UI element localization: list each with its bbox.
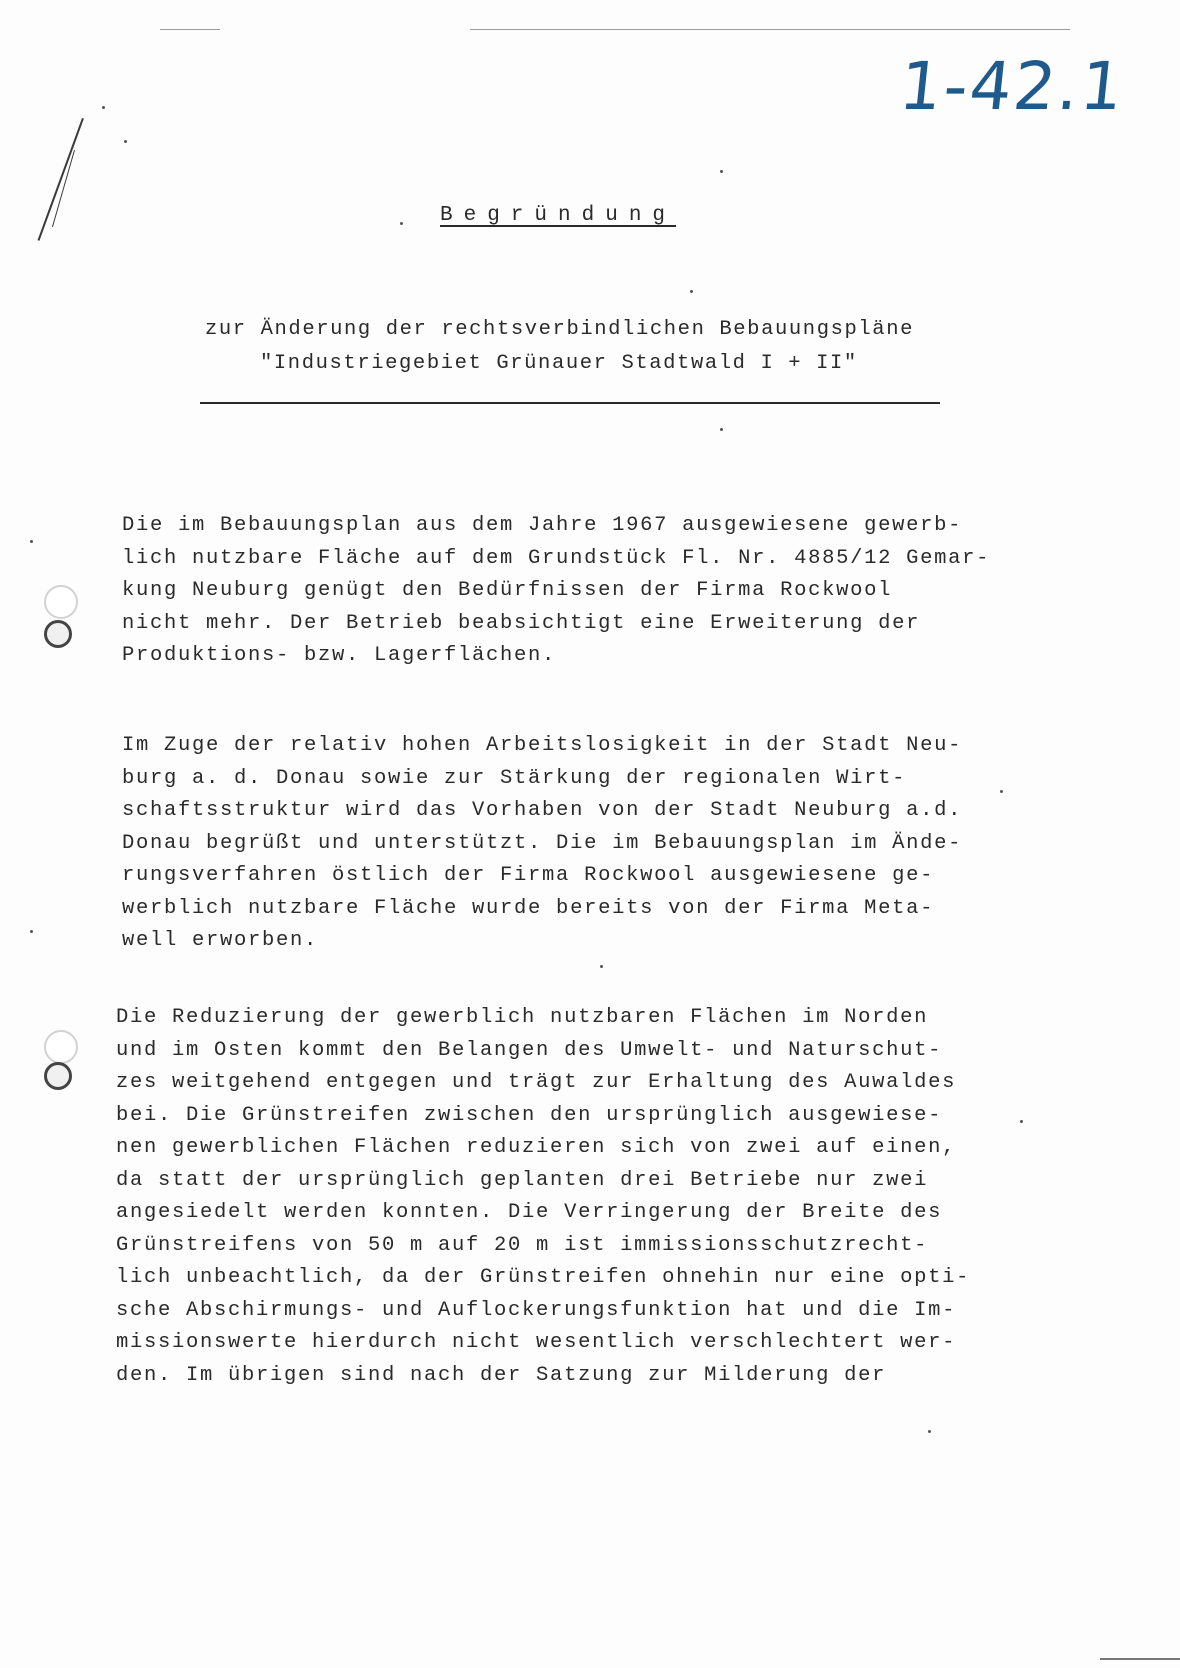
scan-speck	[102, 106, 105, 109]
subtitle-underline	[200, 402, 940, 404]
paragraph-line: da statt der ursprünglich geplanten drei Betriebe nur zwei	[116, 1168, 929, 1192]
scan-speck	[720, 170, 723, 173]
paragraph-line: Die Reduzierung der gewerblich nutzbaren Flächen im Norden	[116, 1006, 929, 1029]
scan-speck	[600, 965, 603, 968]
paragraph-1	[122, 510, 1002, 673]
scan-speck	[124, 140, 127, 143]
punch-hole-upper	[44, 585, 78, 619]
scan-speck	[400, 222, 403, 225]
paragraph-line: nen gewerblichen Flächen reduzieren sich von zwei auf einen,	[116, 1136, 957, 1159]
scan-speck	[30, 930, 33, 933]
paragraph-line: den. Im übrigen sind nach der Satzung zur Milderung der	[116, 1363, 887, 1387]
paragraph-line: angesiedelt werden konnten. Die Verringerung der Breite des	[116, 1201, 943, 1224]
scan-speck	[30, 540, 33, 543]
paragraph-line: nicht mehr. Der Betrieb beabsichtigt eine Erweiterung der	[122, 611, 921, 635]
subtitle-line-1: zur Änderung der rechtsverbindlichen Bebauungspläne	[205, 318, 915, 341]
scan-speck	[928, 1430, 931, 1433]
document-title: Begründung	[440, 204, 677, 227]
paragraph-line: rungsverfahren östlich der Firma Rockwool ausgewiesene ge-	[122, 864, 935, 887]
scan-speck	[1000, 790, 1003, 793]
paragraph-3	[116, 1002, 996, 1392]
paragraph-line: Produktions- bzw. Lagerflächen.	[122, 644, 557, 667]
paragraph-line: schaftsstruktur wird das Vorhaben von der Stadt Neuburg a.d.	[122, 799, 963, 822]
punch-hole-lower	[44, 1030, 78, 1064]
paragraph-2	[122, 730, 1002, 958]
subtitle-line-2: "Industriegebiet Grünauer Stadtwald I + II"	[260, 352, 858, 375]
paragraph-line: zes weitgehend entgegen und trägt zur Erhaltung des Auwaldes	[116, 1071, 957, 1094]
scan-speck	[720, 428, 723, 431]
paragraph-line: kung Neuburg genügt den Bedürfnissen der Firma Rockwool	[122, 579, 893, 602]
paragraph-line: missionswerte hierdurch nicht wesentlich verschlechtert wer-	[116, 1331, 957, 1354]
paragraph-line: und im Osten kommt den Belangen des Umwelt- und Naturschut-	[116, 1038, 943, 1062]
paragraph-line: Donau begrüßt und unterstützt. Die im Bebauungsplan im Ände-	[122, 831, 963, 855]
paragraph-line: Grünstreifens von 50 m auf 20 m ist immissionsschutzrecht-	[116, 1233, 929, 1257]
paragraph-line: sche Abschirmungs- und Auflockerungsfunktion hat und die Im-	[116, 1298, 957, 1322]
paragraph-line: well erworben.	[122, 929, 319, 952]
reference-number: 1-42.1	[895, 48, 1129, 125]
paragraph-line: Die im Bebauungsplan aus dem Jahre 1967 ausgewiesene gewerb-	[122, 514, 963, 537]
paragraph-line: burg a. d. Donau sowie zur Stärkung der regionalen Wirt-	[122, 766, 907, 790]
paragraph-line: werblich nutzbare Fläche wurde bereits von der Firma Meta-	[122, 896, 935, 920]
punch-mark-lower	[44, 1062, 72, 1090]
paragraph-line: lich nutzbare Fläche auf dem Grundstück Fl. Nr. 4885/12 Gemar-	[122, 546, 991, 570]
scan-line-top-left	[160, 29, 220, 30]
scan-line-top-right	[470, 29, 1070, 30]
paragraph-line: lich unbeachtlich, da der Grünstreifen ohnehin nur eine opti-	[116, 1266, 971, 1289]
scan-speck	[690, 290, 693, 293]
punch-mark-upper	[44, 620, 72, 648]
paragraph-line: bei. Die Grünstreifen zwischen den ursprünglich ausgewiese-	[116, 1103, 943, 1127]
margin-stroke-1	[38, 118, 84, 241]
scan-speck	[1020, 1120, 1023, 1123]
scan-line-bottom	[1100, 1658, 1180, 1660]
paragraph-line: Im Zuge der relativ hohen Arbeitslosigkeit in der Stadt Neu-	[122, 734, 963, 757]
